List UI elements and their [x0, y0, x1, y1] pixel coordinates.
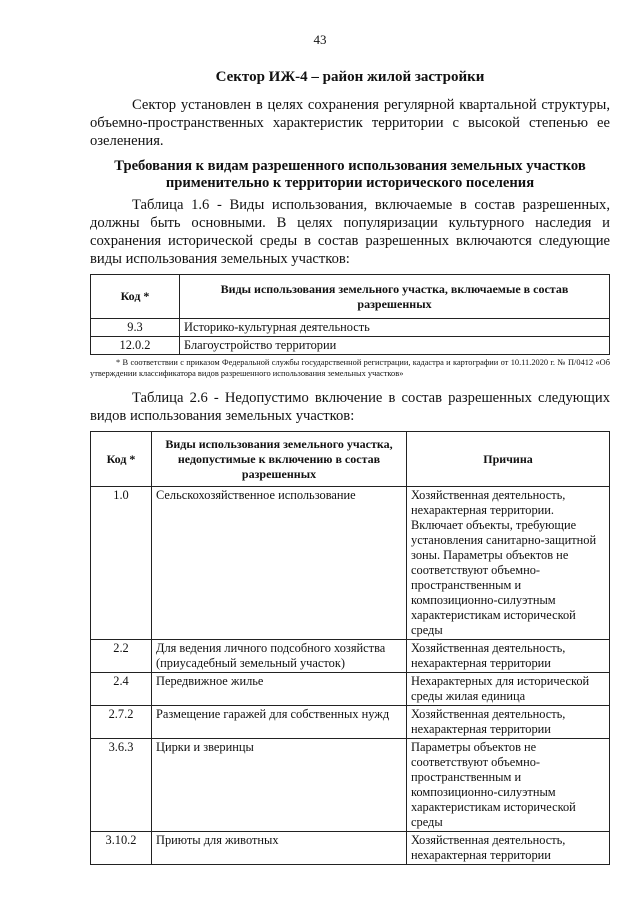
reason-cell: Хозяйственная деятельность, нехарактерная территории. Включает объекты, требующие установления санитарно-защитной зоны. Параметры объектов не соответствуют объемно-пространственным и композиционно-силуэтным характеристикам исторической среды: [407, 487, 610, 640]
code-cell: 12.0.2: [91, 337, 180, 355]
header-reason: Причина: [407, 432, 610, 487]
footnote: [90, 357, 610, 379]
table-row: [91, 487, 610, 640]
reason-cell: Хозяйственная деятельность, нехарактерная территории: [407, 832, 610, 865]
use-cell: Размещение гаражей для собственных нужд: [152, 706, 407, 739]
table-row: [91, 739, 610, 832]
code-cell: 9.3: [91, 319, 180, 337]
use-cell: Передвижное жилье: [152, 673, 407, 706]
table-row: [91, 319, 610, 337]
intro-paragraph: [90, 96, 610, 150]
code-cell: 2.7.2: [91, 706, 152, 739]
reason-cell: Хозяйственная деятельность, нехарактерная территории: [407, 640, 610, 673]
table-row: [91, 337, 610, 355]
use-cell: Для ведения личного подсобного хозяйства (приусадебный земельный участок): [152, 640, 407, 673]
table-row: [91, 832, 610, 865]
table2-intro: [90, 389, 610, 425]
code-cell: 2.4: [91, 673, 152, 706]
section-title: Сектор ИЖ-4 – район жилой застройки: [215, 69, 485, 85]
requirements-heading: Требования к видам разрешенного использования земельных участков применительно к территории исторического поселения: [114, 158, 586, 191]
intro-text: Сектор установлен в целях сохранения регулярной квартальной структуры, объемно-пространственных характеристик территории с высокой степенью ее озеленения.: [90, 97, 610, 149]
header-allowed-use: Виды использования земельного участка, включаемые в состав разрешенных: [180, 275, 610, 319]
table1-intro-text: Таблица 1.6 - Виды использования, включаемые в состав разрешенных, должны быть основными. В целях популяризации культурного наследия и сохранения исторической среды в состав разрешенных включаются следующие виды использования земельных участков:: [90, 197, 610, 267]
table1-intro: [90, 196, 610, 268]
use-cell: Сельскохозяйственное использование: [152, 487, 407, 640]
table2-intro-text: Таблица 2.6 - Недопустимо включение в состав разрешенных следующих видов использования земельных участков:: [90, 390, 610, 424]
use-cell: Цирки и зверинцы: [152, 739, 407, 832]
code-cell: 1.0: [91, 487, 152, 640]
header-code: Код *: [91, 275, 180, 319]
code-cell: 2.2: [91, 640, 152, 673]
header-prohibited-use: Виды использования земельного участка, недопустимые к включению в состав разрешенных: [152, 432, 407, 487]
prohibited-uses-table: [90, 431, 610, 865]
table-row: [91, 640, 610, 673]
page-number: 43: [313, 32, 327, 47]
code-cell: 3.6.3: [91, 739, 152, 832]
allowed-uses-table: [90, 274, 610, 355]
use-cell: Благоустройство территории: [180, 337, 610, 355]
reason-cell: Параметры объектов не соответствуют объемно-пространственным и композиционно-силуэтным характеристикам исторической среды: [407, 739, 610, 832]
reason-cell: Хозяйственная деятельность, нехарактерная территории: [407, 706, 610, 739]
use-cell: Историко-культурная деятельность: [180, 319, 610, 337]
code-cell: 3.10.2: [91, 832, 152, 865]
header-code: Код *: [91, 432, 152, 487]
footnote-text: * В соответствии с приказом Федеральной службы государственной регистрации, кадастра и картографии от 10.11.2020 г. № П/0412 «Об утверждении классификатора видов разрешенного использования земельных участков»: [90, 358, 610, 378]
reason-cell: Нехарактерных для исторической среды жилая единица: [407, 673, 610, 706]
table-row: [91, 706, 610, 739]
table-row: [91, 673, 610, 706]
use-cell: Приюты для животных: [152, 832, 407, 865]
